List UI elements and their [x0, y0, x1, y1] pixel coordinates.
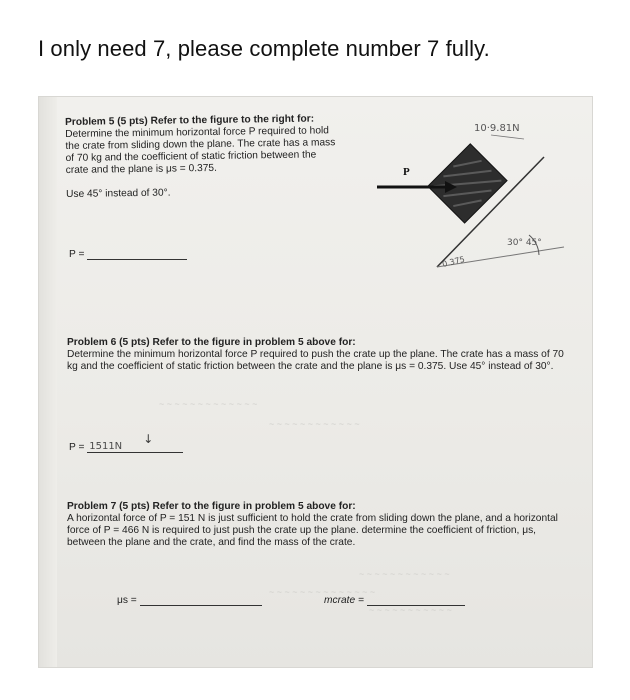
- bleed-through: ~ ~ ~ ~ ~ ~ ~ ~ ~ ~ ~ ~ ~ ~: [269, 587, 376, 597]
- problem-7-mu-answer: [117, 595, 262, 606]
- problem-6-answer: [69, 432, 183, 453]
- problem-7: [67, 501, 567, 549]
- problem-5-note: Use 45° instead of 30°.: [66, 187, 171, 200]
- problem-7-mu-label: μs =: [117, 595, 137, 606]
- crate: [428, 144, 507, 223]
- problem-6-answer-label: P =: [69, 442, 85, 453]
- incline-figure: [359, 117, 569, 272]
- problem-5-answer-label: P =: [69, 249, 85, 260]
- problem-7-body: A horizontal force of P = 151 N is just sufficient to hold the crate from sliding down the plane, and a horizontal force of P = 466 N is required to just push the crate up the plane. determine the coefficient of friction, μs, between the plane and the crate, and find the mass of the crate.: [67, 513, 558, 548]
- bleed-through: ~ ~ ~ ~ ~ ~ ~ ~ ~ ~ ~ ~: [269, 419, 360, 429]
- problem-6-mark: ↓: [143, 432, 154, 446]
- problem-6-heading: Problem 6 (5 pts) Refer to the figure in problem 5 above for:: [67, 337, 356, 348]
- bleed-through: ~ ~ ~ ~ ~ ~ ~ ~ ~ ~ ~ ~: [359, 569, 450, 579]
- page-edge: [39, 97, 57, 667]
- problem-7-mass-line: [367, 595, 465, 606]
- problem-5: [65, 113, 346, 201]
- problem-5-answer: [69, 249, 187, 260]
- hw-mu: 0.375: [441, 254, 466, 269]
- problem-7-mass-label: mcrate =: [324, 595, 364, 606]
- problem-6-handwritten-answer: 1511N: [89, 441, 123, 452]
- force-label: P: [403, 166, 410, 178]
- problem-5-body: Determine the minimum horizontal force P required to hold the crate from sliding down the plane. The crate has a mass of 70 kg and the coefficient of static friction between the crate and the plane is μs = 0.375.: [65, 125, 336, 176]
- problem-6: [67, 337, 567, 373]
- hw-weight-pointer: [491, 135, 524, 139]
- problem-7-heading: Problem 7 (5 pts) Refer to the figure in problem 5 above for:: [67, 501, 356, 512]
- hw-weight: 10·9.81N: [474, 123, 520, 134]
- problem-6-body: Determine the minimum horizontal force P required to push the crate up the plane. The crate has a mass of 70 kg and the coefficient of static friction between the crate and the plane is μs = 0.375. Use 45° instead of 30°.: [67, 349, 564, 372]
- bleed-through: ~ ~ ~ ~ ~ ~ ~ ~ ~ ~ ~ ~ ~: [159, 399, 258, 409]
- bleed-through: ~ ~ ~ ~ ~ ~ ~ ~ ~ ~ ~: [369, 605, 452, 615]
- problem-5-answer-line: [87, 249, 187, 260]
- problem-7-mu-line: [140, 595, 262, 606]
- question-text: I only need 7, please complete number 7 fully.: [38, 36, 490, 61]
- worksheet-photo: [38, 96, 593, 668]
- problem-7-mass-answer: [324, 595, 465, 606]
- problem-5-heading: Problem 5 (5 pts) Refer to the figure to the right for:: [65, 113, 315, 128]
- problem-6-answer-line: [87, 432, 183, 453]
- hw-angle: 30° 45°: [507, 238, 542, 248]
